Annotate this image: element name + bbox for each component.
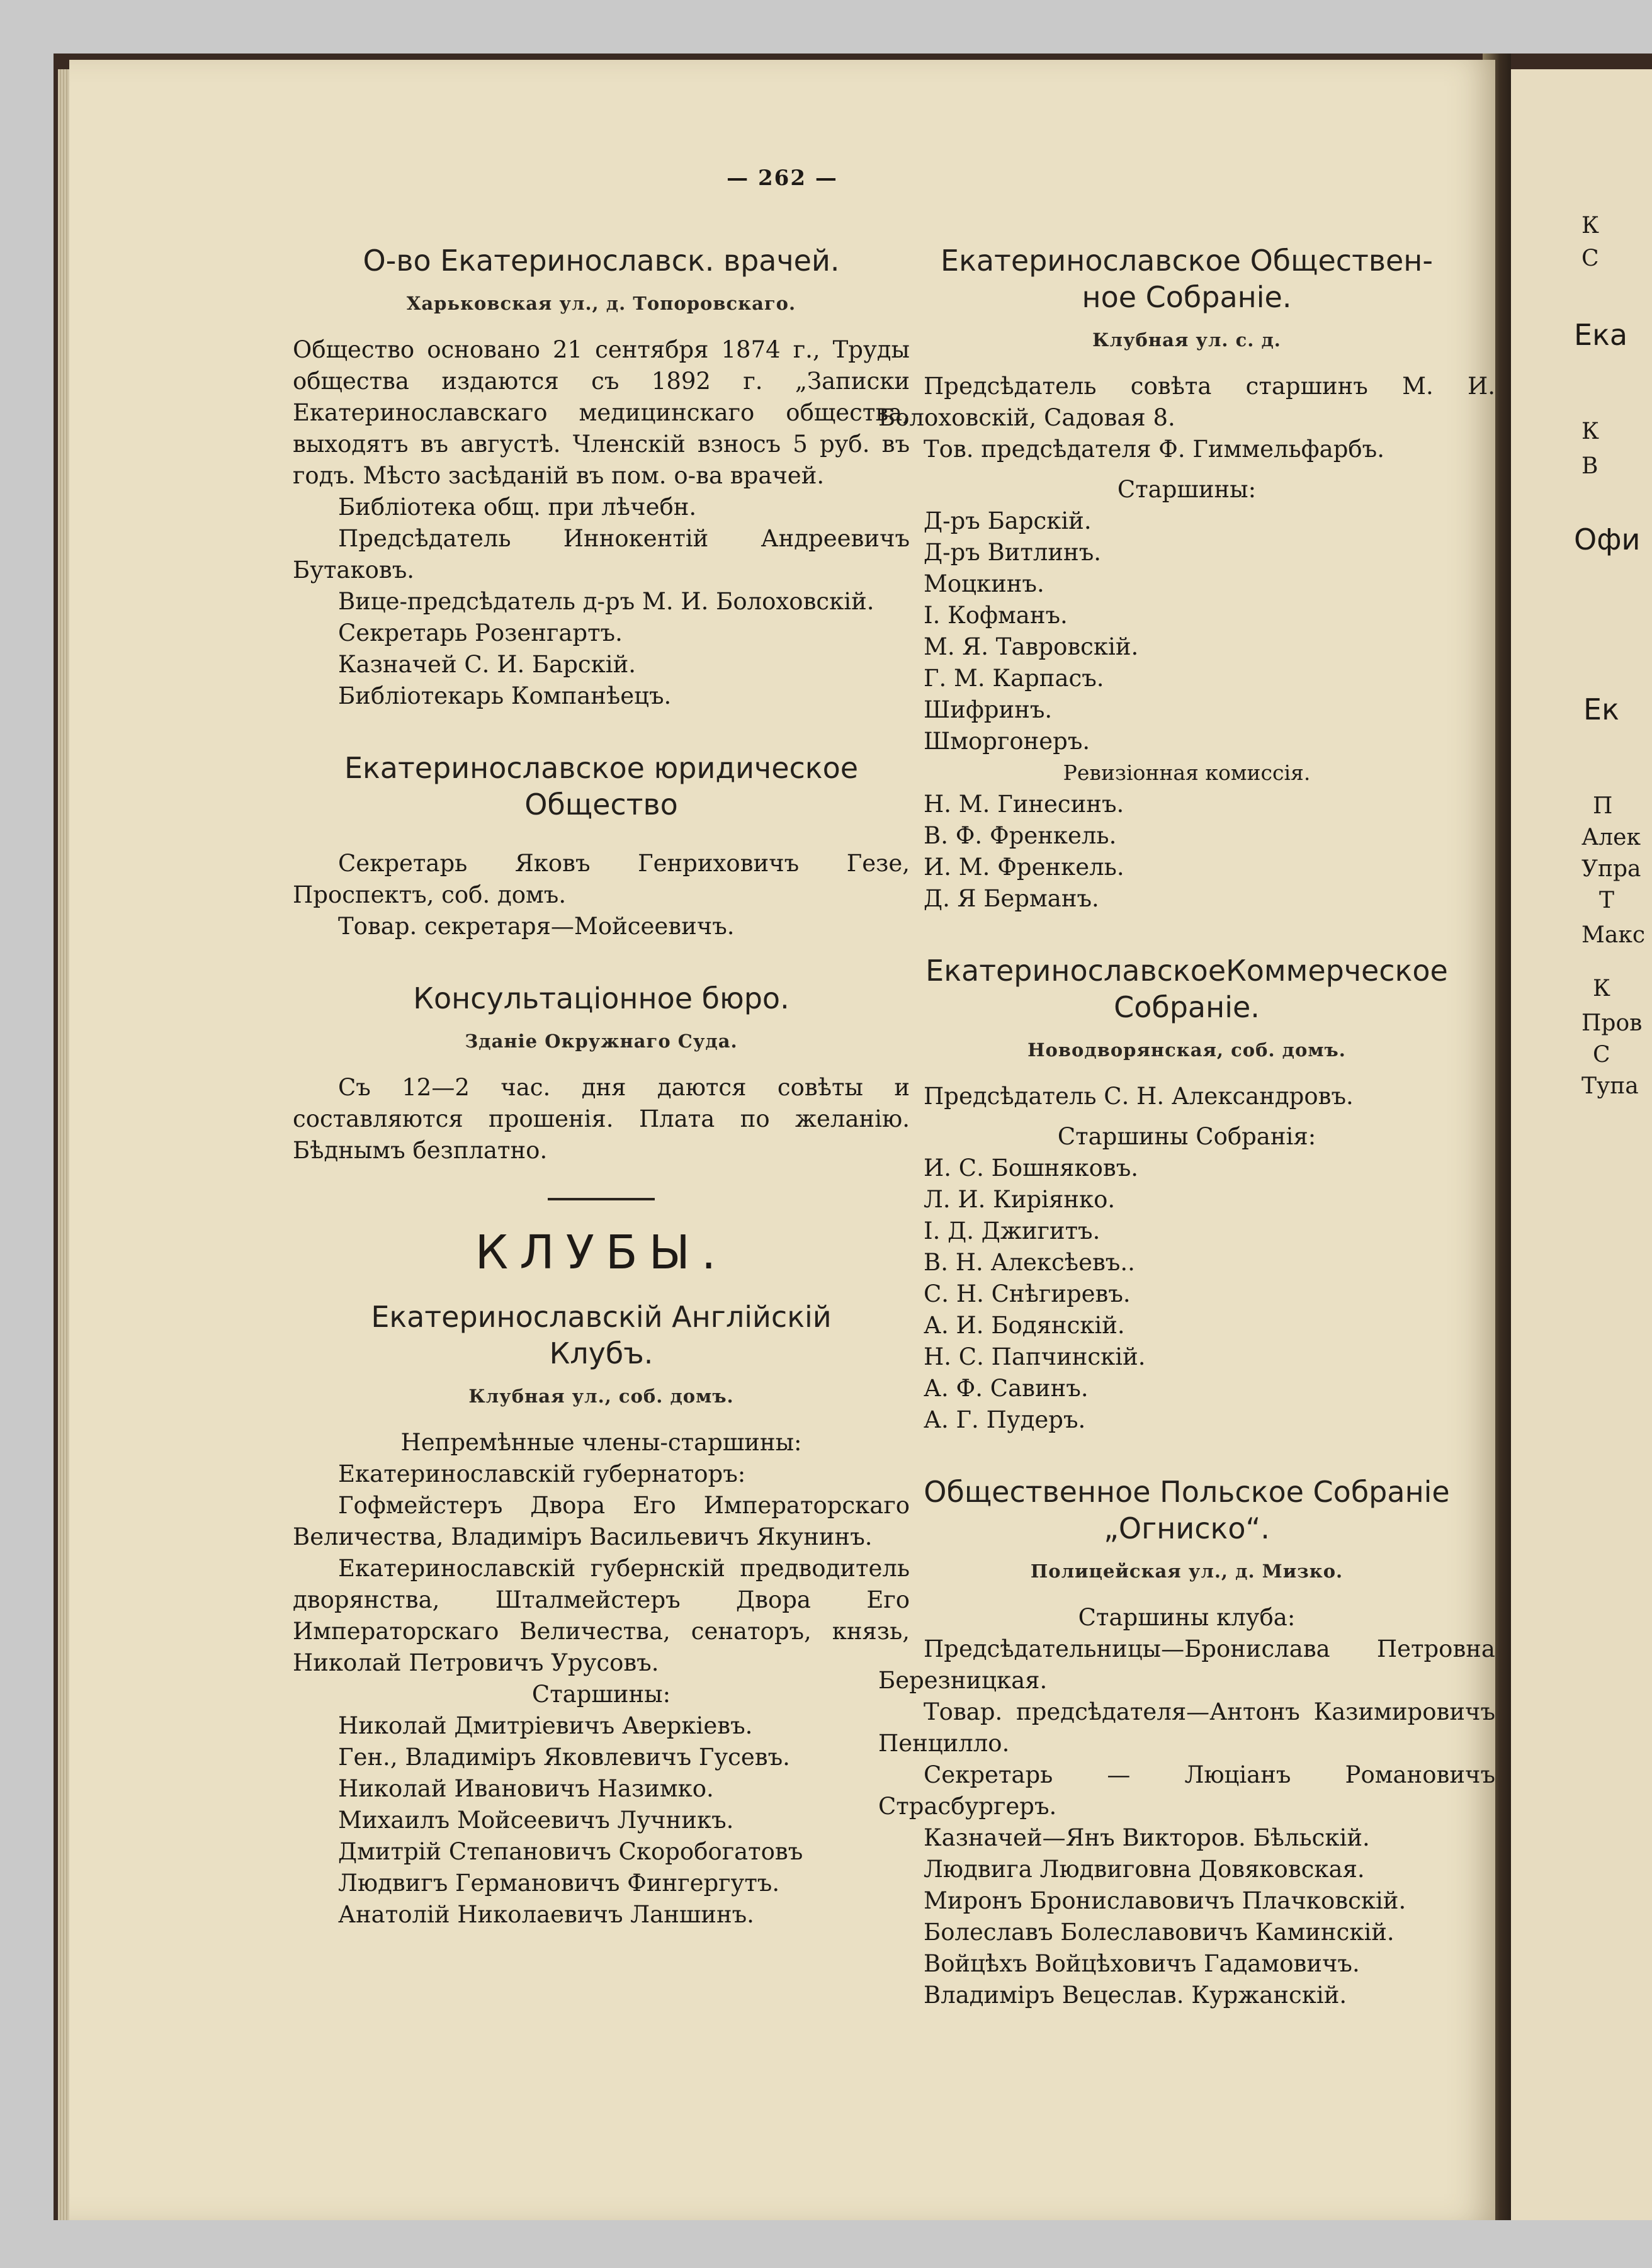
entry-line: Библіотекарь Компанѣецъ. <box>338 682 672 709</box>
section-title-line: ное Собраніе. <box>1082 280 1292 314</box>
subheading: Ревизіонная комиссія. <box>1063 760 1311 785</box>
entry-line: Товар. секретаря—Мойсеевичъ. <box>338 913 735 940</box>
section-title <box>878 242 1495 315</box>
entry-line: Секретарь Розенгартъ. <box>338 619 623 646</box>
divider-rule <box>548 1198 655 1200</box>
next-page-fragment: С <box>1593 1042 1610 1068</box>
section-address: Новодворянская, соб. домъ. <box>1027 1039 1346 1061</box>
section-title <box>878 1474 1495 1547</box>
next-page-fragment: В <box>1581 453 1598 479</box>
subheading: Старшины: <box>1117 476 1257 503</box>
elder-line: Казначей—Янъ Викторов. Бѣльскій. <box>924 1824 1370 1851</box>
section-title-line: Собраніе. <box>1114 990 1260 1024</box>
next-page-fragment: Макс <box>1581 922 1645 948</box>
next-page-fragment: Офи <box>1574 522 1641 556</box>
elder-line: М. Я. Тавровскій. <box>924 633 1139 660</box>
right-column <box>878 242 1495 2011</box>
next-page-fragment: К <box>1593 976 1610 1001</box>
next-page <box>1511 69 1652 2220</box>
elder-line: Болеславъ Болеславовичъ Каминскій. <box>924 1919 1395 1946</box>
next-page-fragment: С <box>1581 245 1599 271</box>
elder-line: Владиміръ Вецеслав. Куржанскій. <box>924 1982 1347 2009</box>
entry-line: Казначей С. И. Барскій. <box>338 651 636 678</box>
elder-line: Дмитрій Степановичъ Скоробогатовъ <box>338 1838 803 1865</box>
next-page-fragment: Тупа <box>1581 1073 1639 1099</box>
section-address: Клубная ул. с. д. <box>1092 329 1281 351</box>
elder-line: А. Ф. Савинъ. <box>924 1375 1089 1402</box>
entry-line: Секретарь Яковъ Генриховичъ Гезе, Проспектъ, соб. домъ. <box>293 850 910 908</box>
book-page <box>69 60 1495 2220</box>
section-title-line: „Огниско“. <box>1104 1511 1270 1545</box>
elder-line: Д-ръ Витлинъ. <box>924 539 1102 566</box>
left-column <box>293 242 910 1931</box>
section-address: Клубная ул., соб. домъ. <box>468 1385 734 1407</box>
entry-line: Предсѣдательницы—Бронислава Петровна Березницкая. <box>878 1635 1495 1694</box>
section-title-line: Общество <box>524 787 678 821</box>
audit-line: Д. Я Берманъ. <box>924 885 1099 912</box>
subheading: Старшины: <box>531 1681 671 1708</box>
elder-line: А. Г. Пудеръ. <box>924 1406 1086 1433</box>
entry-line: Товар. предсѣдателя—Антонъ Казимировичъ Пенцилло. <box>878 1698 1495 1757</box>
next-page-fragment: Упра <box>1581 856 1641 882</box>
section-title-line: Екатеринославское Обществен- <box>941 244 1433 278</box>
elder-line: Михаилъ Мойсеевичъ Лучникъ. <box>338 1807 734 1834</box>
clubs-heading: КЛУБЫ. <box>475 1226 728 1280</box>
elder-line: І. Кофманъ. <box>924 602 1068 629</box>
elder-line: Моцкинъ. <box>924 570 1044 597</box>
entry-line: Вице-предсѣдатель д-ръ М. И. Болоховскій. <box>338 588 874 615</box>
entry-line: Тов. предсѣдателя Ф. Гиммельфарбъ. <box>924 436 1384 463</box>
page-number: — 262 — <box>727 166 838 191</box>
section-address: Полицейская ул., д. Мизко. <box>1030 1560 1344 1582</box>
elder-line: Николай Дмитріевичъ Аверкіевъ. <box>338 1712 753 1739</box>
subheading: Старшины Собранія: <box>1057 1123 1316 1150</box>
audit-line: Н. М. Гинесинъ. <box>924 791 1124 818</box>
next-page-fragment: Ека <box>1574 318 1628 352</box>
elder-line: Шифринъ. <box>924 696 1053 723</box>
section-title <box>293 1299 910 1372</box>
section-title: О-во Екатеринославск. врачей. <box>363 244 840 278</box>
next-page-fragment: Т <box>1599 888 1615 913</box>
scan-background <box>54 2220 1652 2268</box>
audit-line: И. М. Френкель. <box>924 854 1124 881</box>
elder-line: С. Н. Снѣгиревъ. <box>924 1280 1131 1307</box>
elder-line: Д-ръ Барскій. <box>924 507 1092 534</box>
entry-line: Екатеринославскій губернаторъ: <box>338 1460 746 1487</box>
section-title: Консультаціонное бюро. <box>413 981 789 1015</box>
elder-line: Николай Ивановичъ Назимко. <box>338 1775 714 1802</box>
elder-line: Людвига Людвиговна Довяковская. <box>924 1856 1365 1883</box>
subheading: Непремѣнные члены-старшины: <box>400 1429 802 1456</box>
section-title-line: Екатеринославское юридическое <box>344 751 859 785</box>
section-title <box>293 750 910 823</box>
entry-line: Секретарь — Люціанъ Романовичъ Страсбургеръ. <box>878 1761 1495 1820</box>
entry-line: Библіотека общ. при лѣчебн. <box>338 494 697 521</box>
next-page-fragment: Ек <box>1583 692 1619 726</box>
section-title-line: Общественное Польское Собраніе <box>924 1475 1450 1509</box>
next-page-fragment: К <box>1581 213 1599 239</box>
entry-line: Предсѣдатель Иннокентій Андреевичъ Бутаковъ. <box>293 525 910 584</box>
page-edge <box>58 69 71 2220</box>
section-title-line: ЕкатеринославскоеКоммерческое <box>925 954 1448 988</box>
audit-line: В. Ф. Френкель. <box>924 822 1117 849</box>
section-paragraph: Общество основано 21 сентября 1874 г., Труды общества издаются съ 1892 г. „Записки Екатеринославскаго медицинскаго общества, выходятъ въ августѣ. Членскій взносъ 5 руб. въ годъ. Мѣсто засѣданій въ пом. о-ва врачей. <box>293 336 910 489</box>
elder-line: І. Д. Джигитъ. <box>924 1217 1100 1244</box>
elder-line: А. И. Бодянскій. <box>924 1312 1125 1339</box>
elder-line: Н. С. Папчинскій. <box>924 1343 1146 1370</box>
section-paragraph: Екатеринославскій губернскій предводитель дворянства, Шталмейстеръ Двора Его Императорскаго Величества, сенаторъ, князь, Николай Петровичъ Урусовъ. <box>293 1555 910 1676</box>
entry-line: Предсѣдатель совѣта старшинъ М. И. Болоховскій, Садовая 8. <box>878 373 1495 431</box>
elder-line: Ген., Владиміръ Яковлевичъ Гусевъ. <box>338 1744 790 1771</box>
section-address: Харьковская ул., д. Топоровскаго. <box>406 293 796 314</box>
elder-line: Анатолій Николаевичъ Ланшинъ. <box>338 1901 754 1928</box>
elder-line: Войцѣхъ Войцѣховичъ Гадамовичъ. <box>924 1950 1360 1977</box>
elder-line: Миронъ Брониславовичъ Плачковскій. <box>924 1887 1406 1914</box>
elder-line: Л. И. Киріянко. <box>924 1186 1116 1213</box>
subheading: Старшины клуба: <box>1078 1604 1296 1631</box>
elder-line: Людвигъ Германовичъ Фингергутъ. <box>338 1870 780 1897</box>
section-address: Зданіе Окружнаго Суда. <box>465 1030 738 1052</box>
section-paragraph: Съ 12—2 час. дня даются совѣты и составляются прошенія. Плата по желанію. Бѣднымъ безплатно. <box>293 1074 910 1164</box>
next-page-fragment: К <box>1581 419 1599 444</box>
elder-line: Шморгонеръ. <box>924 728 1090 755</box>
section-title-line: Екатеринославскій Англійскій <box>371 1300 832 1334</box>
next-page-fragment: П <box>1593 793 1613 819</box>
section-title-line: Клубъ. <box>549 1336 653 1370</box>
elder-line: В. Н. Алексѣевъ.. <box>924 1249 1135 1276</box>
next-page-fragment: Алек <box>1581 825 1641 850</box>
entry-line: Предсѣдатель С. Н. Александровъ. <box>924 1083 1354 1110</box>
next-page-fragment: Пров <box>1581 1010 1643 1036</box>
elder-line: Г. М. Карпасъ. <box>924 665 1104 692</box>
section-paragraph: Гофмейстеръ Двора Его Императорскаго Величества, Владиміръ Васильевичъ Якунинъ. <box>293 1492 910 1550</box>
section-title <box>878 952 1495 1025</box>
elder-line: И. С. Бошняковъ. <box>924 1154 1139 1182</box>
